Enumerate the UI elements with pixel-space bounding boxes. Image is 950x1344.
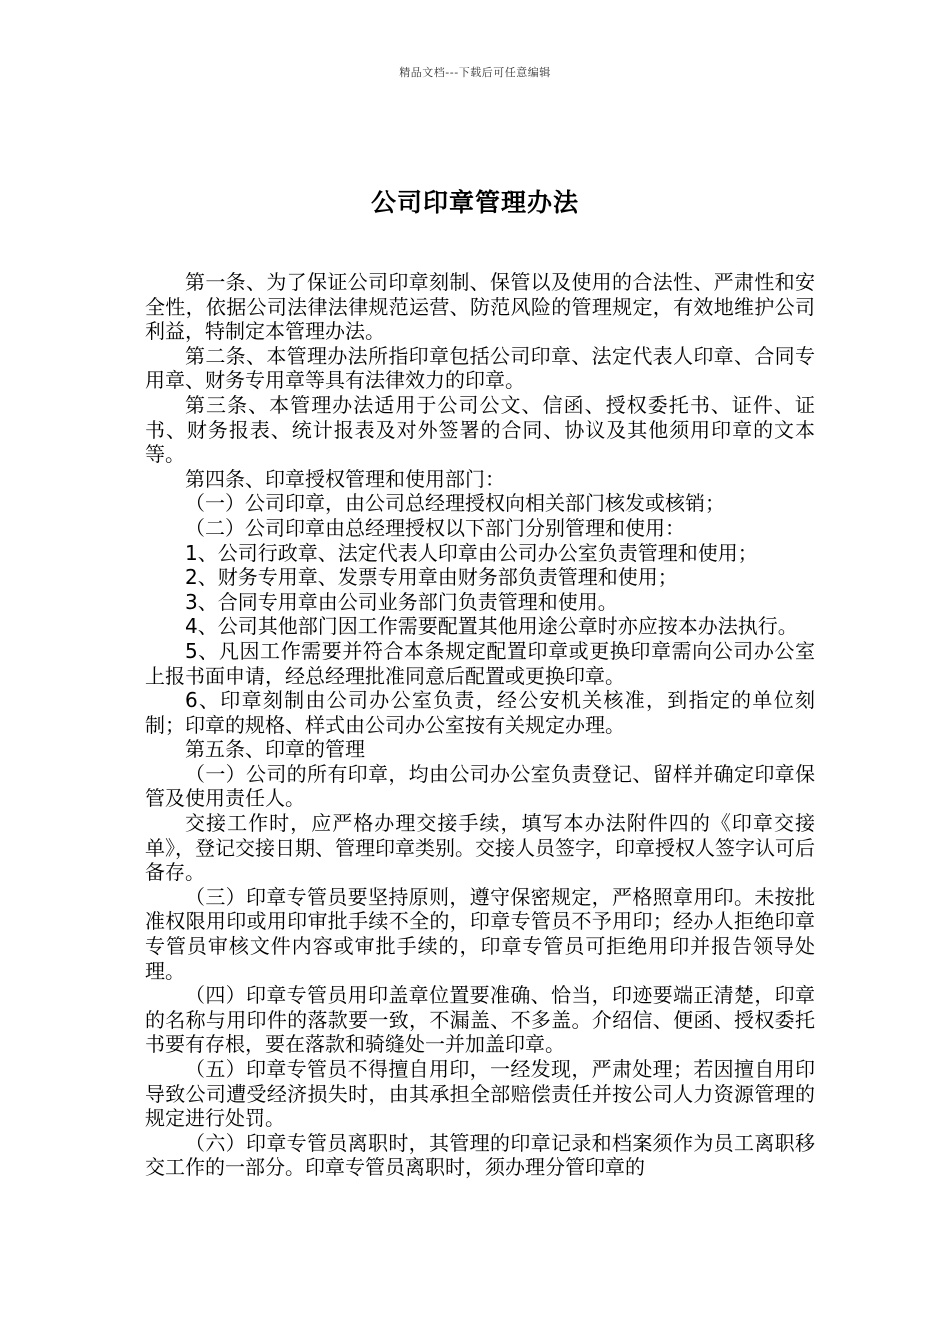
paragraph: （一）公司印章，由公司总经理授权向相关部门核发或核销； bbox=[185, 491, 725, 516]
paragraph: 第五条、印章的管理 bbox=[185, 737, 365, 762]
paragraph: （三）印章专管员要坚持原则，遵守保密规定，严格照章用印。未按批准权限用印或用印审批手续不全的，印章专管员不予用印；经办人拒绝印章专管员审核文件内容或审批手续的，印章专管员可拒绝用印并报告领导处理。 bbox=[145, 884, 815, 983]
paragraph: （六）印章专管员离职时，其管理的印章记录和档案须作为员工离职移交工作的一部分。印章专管员离职时，须办理分管印章的 bbox=[145, 1130, 815, 1180]
document-body bbox=[145, 270, 815, 1180]
paragraph: （四）印章专管员用印盖章位置要准确、恰当，印迹要端正清楚，印章的名称与用印件的落款要一致，不漏盖、不多盖。介绍信、便函、授权委托书要有存根，要在落款和骑缝处一并加盖印章。 bbox=[145, 983, 815, 1057]
paragraph: 5、凡因工作需要并符合本条规定配置印章或更换印章需向公司办公室上报书面申请，经总经理批准同意后配置或更换印章。 bbox=[145, 638, 815, 688]
paragraph: 1、公司行政章、法定代表人印章由公司办公室负责管理和使用； bbox=[185, 540, 758, 565]
page-header: 精品文档---下载后可任意编辑 bbox=[399, 66, 551, 79]
paragraph: 3、合同专用章由公司业务部门负责管理和使用。 bbox=[185, 589, 618, 614]
document-title: 公司印章管理办法 bbox=[370, 188, 579, 217]
paragraph: （二）公司印章由总经理授权以下部门分别管理和使用： bbox=[185, 515, 685, 540]
paragraph: 4、公司其他部门因工作需要配置其他用途公章时亦应按本办法执行。 bbox=[185, 614, 798, 639]
paragraph: 第四条、印章授权管理和使用部门： bbox=[185, 466, 505, 491]
paragraph: 第三条、本管理办法适用于公司公文、信函、授权委托书、证件、证书、财务报表、统计报表及对外签署的合同、协议及其他须用印章的文本等。 bbox=[145, 392, 815, 467]
paragraph: （一）公司的所有印章，均由公司办公室负责登记、留样并确定印章保管及使用责任人。 bbox=[145, 761, 815, 811]
paragraph: 2、财务专用章、发票专用章由财务部负责管理和使用； bbox=[185, 565, 678, 590]
paragraph: 6、印章刻制由公司办公室负责，经公安机关核准，到指定的单位刻制；印章的规格、样式由公司办公室按有关规定办理。 bbox=[145, 688, 815, 737]
paragraph: 第一条、为了保证公司印章刻制、保管以及使用的合法性、严肃性和安全性，依据公司法律法律规范运营、防范风险的管理规定，有效地维护公司利益，特制定本管理办法。 bbox=[145, 270, 815, 344]
paragraph: （五）印章专管员不得擅自用印，一经发现，严肃处理；若因擅自用印导致公司遭受经济损失时，由其承担全部赔偿责任并按公司人力资源管理的规定进行处罚。 bbox=[145, 1057, 815, 1131]
paragraph: 第二条、本管理办法所指印章包括公司印章、法定代表人印章、合同专用章、财务专用章等具有法律效力的印章。 bbox=[145, 343, 815, 393]
paragraph: 交接工作时，应严格办理交接手续，填写本办法附件四的《印章交接单》，登记交接日期、管理印章类别。交接人员签字，印章授权人签字认可后备存。 bbox=[145, 811, 815, 885]
